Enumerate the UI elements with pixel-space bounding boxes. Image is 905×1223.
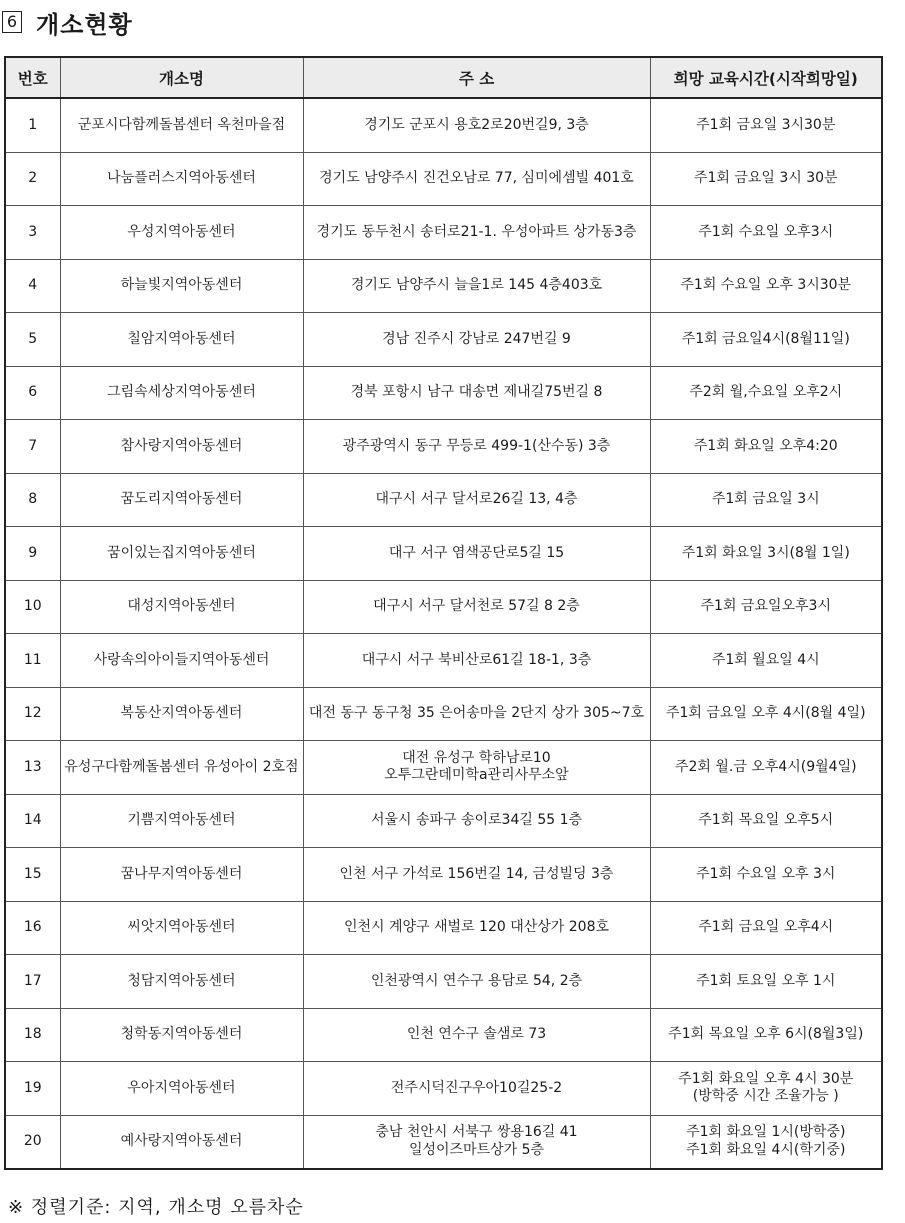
center-address <box>303 634 650 688</box>
row-number: 13 <box>5 741 60 795</box>
preferred-time <box>650 1008 882 1062</box>
preferred-time <box>650 955 882 1009</box>
center-address-line: 인천시 계양구 새벌로 120 대산상가 208호 <box>343 919 610 935</box>
row-number: 17 <box>5 955 60 1009</box>
row-number: 19 <box>5 1062 60 1116</box>
center-address <box>303 527 650 581</box>
preferred-time <box>650 580 882 634</box>
center-name: 씨앗지역아동센터 <box>60 901 303 955</box>
preferred-time-line: 주1회 수요일 오후3시 <box>698 223 834 240</box>
center-status-table <box>4 56 883 1170</box>
center-address <box>303 687 650 741</box>
preferred-time-line: 주1회 수요일 오후 3시30분 <box>680 277 852 293</box>
table-row <box>5 1115 882 1169</box>
preferred-time <box>650 1115 882 1169</box>
center-address-line: 인천광역시 연수구 용담로 54, 2층 <box>370 972 583 989</box>
center-name: 꿈이있는집지역아동센터 <box>60 527 303 581</box>
preferred-time <box>650 473 882 527</box>
preferred-time-line: 주1회 화요일 3시(8월 1일) <box>681 544 850 561</box>
table-row <box>5 580 882 634</box>
row-number: 3 <box>5 206 60 260</box>
preferred-time <box>650 152 882 206</box>
center-name: 기쁨지역아동센터 <box>60 794 303 848</box>
preferred-time <box>650 420 882 474</box>
preferred-time <box>650 687 882 741</box>
row-number: 20 <box>5 1115 60 1169</box>
preferred-time <box>650 794 882 848</box>
preferred-time <box>650 366 882 420</box>
center-address <box>303 313 650 367</box>
center-name: 칠암지역아동센터 <box>60 313 303 367</box>
table-header-row <box>5 57 882 98</box>
center-address <box>303 580 650 634</box>
preferred-time-line: 주1회 화요일 4시(학기중) <box>686 1141 846 1158</box>
row-number: 18 <box>5 1008 60 1062</box>
preferred-time <box>650 634 882 688</box>
row-number: 2 <box>5 152 60 206</box>
row-number: 15 <box>5 848 60 902</box>
table-row <box>5 901 882 955</box>
preferred-time-line: 주1회 화요일 오후 4시 30분 <box>678 1070 854 1087</box>
center-address-line: 대전 유성구 학하남로10 <box>402 749 551 766</box>
row-number: 1 <box>5 98 60 152</box>
row-number: 6 <box>5 366 60 420</box>
center-address <box>303 206 650 260</box>
header-preferred-time: 희망 교육시간(시작희망일) <box>650 57 882 98</box>
preferred-time <box>650 848 882 902</box>
center-address-line: 대구 서구 염색공단로5길 15 <box>388 544 565 561</box>
center-address <box>303 794 650 848</box>
row-number: 4 <box>5 259 60 313</box>
center-address-line: 충남 천안시 서북구 쌍용16길 41 <box>375 1124 578 1141</box>
center-address-line: 오투그란데미학a관리사무소앞 <box>384 767 569 784</box>
center-address-line: 서울시 송파구 송이로34길 55 1층 <box>370 812 583 828</box>
center-address-line: 광주광역시 동구 무등로 499-1(산수동) 3층 <box>342 437 611 454</box>
preferred-time-line: 주1회 토요일 오후 1시 <box>696 972 836 989</box>
table-row <box>5 848 882 902</box>
section-number-box: 6 <box>2 11 22 33</box>
center-address-line: 경남 진주시 강남로 247번길 9 <box>382 330 571 347</box>
table-row <box>5 152 882 206</box>
preferred-time-line: 주1회 금요일 오후4시 <box>698 919 834 935</box>
sort-criteria-note: ※ 정렬기준: 지역, 개소명 오름차순 <box>8 1197 304 1218</box>
table-row <box>5 634 882 688</box>
center-address <box>303 955 650 1009</box>
center-address-line: 대구시 서구 달서로26길 13, 4층 <box>375 491 578 507</box>
preferred-time-line: 주1회 금요일 3시30분 <box>696 116 836 133</box>
center-address-line: 대구시 서구 북비산로61길 18-1, 3층 <box>361 651 592 668</box>
center-address <box>303 259 650 313</box>
header-number: 번호 <box>5 57 60 98</box>
table-row <box>5 794 882 848</box>
center-name: 나눔플러스지역아동센터 <box>60 152 303 206</box>
center-address <box>303 420 650 474</box>
center-name: 청담지역아동센터 <box>60 955 303 1009</box>
preferred-time <box>650 1062 882 1116</box>
row-number: 12 <box>5 687 60 741</box>
row-number: 5 <box>5 313 60 367</box>
table-row <box>5 1062 882 1116</box>
section-heading <box>2 4 133 40</box>
center-address <box>303 901 650 955</box>
center-address <box>303 152 650 206</box>
table-row <box>5 313 882 367</box>
preferred-time-line: 주1회 목요일 오후 6시(8월3일) <box>668 1026 864 1042</box>
center-address-line: 일성이즈마트상가 5층 <box>408 1141 545 1158</box>
row-number: 16 <box>5 901 60 955</box>
center-address-line: 대구시 서구 달서천로 57길 8 2층 <box>373 598 580 614</box>
table-row <box>5 955 882 1009</box>
preferred-time-line: 주1회 목요일 오후5시 <box>698 812 834 828</box>
center-address-line: 경기도 남양주시 진건오남로 77, 심미에셈빌 401호 <box>319 170 634 186</box>
header-address: 주 소 <box>303 57 650 98</box>
table-row <box>5 741 882 795</box>
center-address-line: 대전 동구 동구청 35 은어송마을 2단지 상가 305~7호 <box>308 705 645 721</box>
center-name: 군포시다함께돌봄센터 옥천마을점 <box>60 98 303 152</box>
preferred-time-line: (방학중 시간 조율가능 ) <box>692 1088 839 1105</box>
center-address <box>303 1115 650 1169</box>
row-number: 11 <box>5 634 60 688</box>
row-number: 10 <box>5 580 60 634</box>
center-name: 청학동지역아동센터 <box>60 1008 303 1062</box>
center-address-line: 경기도 동두천시 송터로21-1. 우성아파트 상가동3층 <box>316 223 637 240</box>
center-address <box>303 1008 650 1062</box>
center-name: 하늘빛지역아동센터 <box>60 259 303 313</box>
center-address <box>303 366 650 420</box>
preferred-time <box>650 259 882 313</box>
center-name: 우성지역아동센터 <box>60 206 303 260</box>
preferred-time-line: 주1회 금요일4시(8월11일) <box>681 330 850 347</box>
center-address <box>303 98 650 152</box>
preferred-time <box>650 901 882 955</box>
center-address <box>303 741 650 795</box>
center-name: 꿈도리지역아동센터 <box>60 473 303 527</box>
table-row <box>5 687 882 741</box>
row-number: 9 <box>5 527 60 581</box>
center-name: 유성구다함께돌봄센터 유성아이 2호점 <box>60 741 303 795</box>
center-address-line: 전주시덕진구우아10길25-2 <box>390 1079 563 1096</box>
table-row <box>5 259 882 313</box>
preferred-time-line: 주1회 금요일 3시 30분 <box>693 170 838 186</box>
center-address-line: 경기도 군포시 용호2로20번길9, 3층 <box>364 116 589 133</box>
table-row <box>5 420 882 474</box>
row-number: 7 <box>5 420 60 474</box>
preferred-time-line: 주1회 화요일 1시(방학중) <box>686 1124 846 1141</box>
preferred-time <box>650 313 882 367</box>
preferred-time-line: 주1회 화요일 오후4:20 <box>693 437 838 454</box>
preferred-time-line: 주1회 금요일오후3시 <box>700 598 831 614</box>
center-address <box>303 1062 650 1116</box>
table-row <box>5 206 882 260</box>
center-address-line: 경기도 남양주시 늘을1로 145 4층403호 <box>350 277 603 293</box>
table-row <box>5 473 882 527</box>
header-center-name: 개소명 <box>60 57 303 98</box>
center-name: 참사랑지역아동센터 <box>60 420 303 474</box>
row-number: 8 <box>5 473 60 527</box>
preferred-time-line: 주1회 수요일 오후 3시 <box>696 865 836 882</box>
table-row <box>5 1008 882 1062</box>
preferred-time <box>650 741 882 795</box>
table-row <box>5 366 882 420</box>
center-name: 꿈나무지역아동센터 <box>60 848 303 902</box>
center-name: 예사랑지역아동센터 <box>60 1115 303 1169</box>
preferred-time-line: 주1회 월요일 4시 <box>711 651 820 668</box>
center-address-line: 경북 포항시 남구 대송면 제내길75번길 8 <box>350 384 603 400</box>
preferred-time <box>650 527 882 581</box>
center-name: 그림속세상지역아동센터 <box>60 366 303 420</box>
section-title: 개소현황 <box>36 10 133 39</box>
preferred-time-line: 주2회 월.금 오후4시(9월4일) <box>674 758 857 775</box>
preferred-time-line: 주1회 금요일 오후 4시(8월 4일) <box>665 705 866 721</box>
table-row <box>5 527 882 581</box>
row-number: 14 <box>5 794 60 848</box>
table-row <box>5 98 882 152</box>
center-name: 사랑속의아이들지역아동센터 <box>60 634 303 688</box>
center-address <box>303 848 650 902</box>
center-address-line: 인천 서구 가석로 156번길 14, 금성빌딩 3층 <box>339 865 614 882</box>
center-address-line: 인천 연수구 솔샘로 73 <box>406 1026 547 1042</box>
preferred-time-line: 주2회 월,수요일 오후2시 <box>689 384 843 400</box>
center-name: 대성지역아동센터 <box>60 580 303 634</box>
preferred-time <box>650 206 882 260</box>
preferred-time-line: 주1회 금요일 3시 <box>711 491 820 507</box>
center-name: 우아지역아동센터 <box>60 1062 303 1116</box>
center-name: 복동산지역아동센터 <box>60 687 303 741</box>
center-address <box>303 473 650 527</box>
preferred-time <box>650 98 882 152</box>
